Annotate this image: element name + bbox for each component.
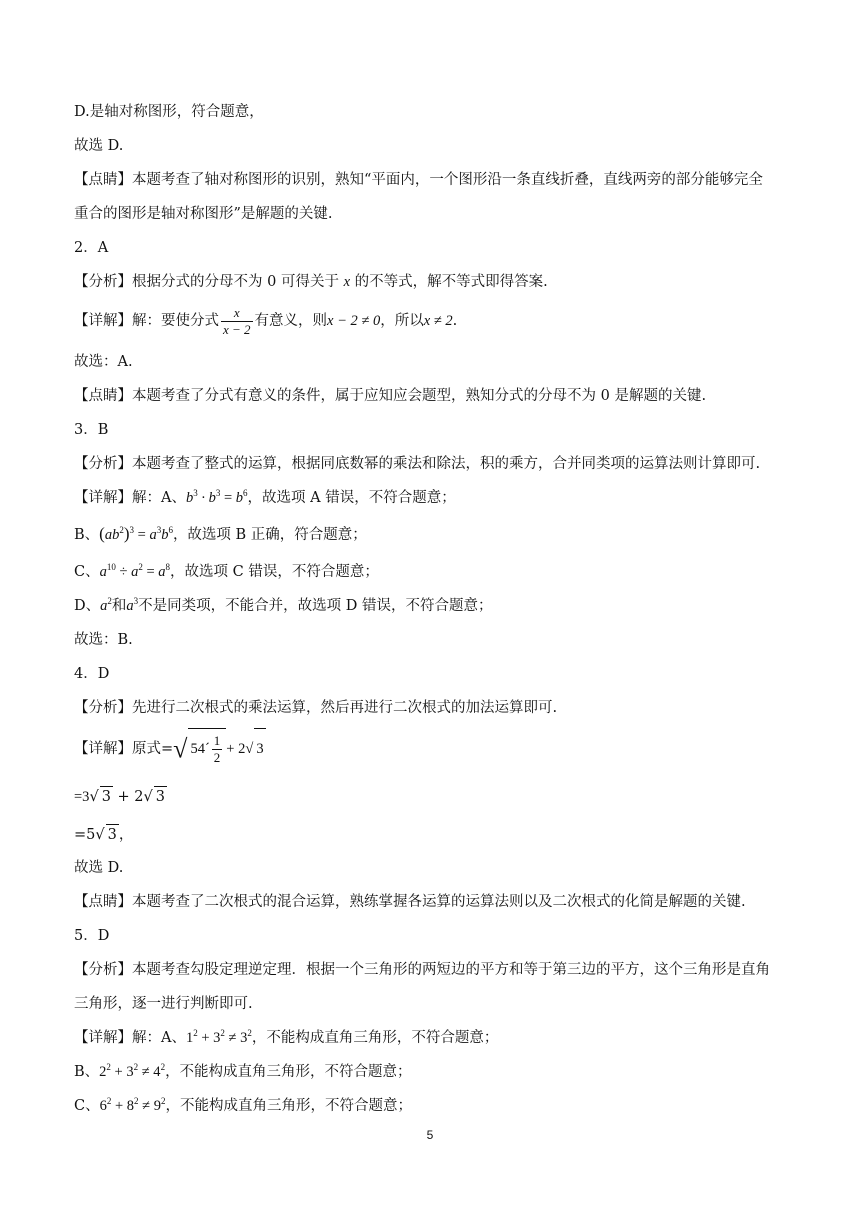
q5-option-b-prefix: B、	[74, 1064, 100, 1080]
q3-option-d-text: 不是同类项，不能合并，故选项 D 错误，不符合题意；	[138, 598, 493, 614]
q2-analysis-line	[74, 272, 548, 292]
q4-step1-tail: + 2	[226, 741, 246, 757]
q2-answer: 2．A	[74, 240, 109, 256]
q3-option-c-text: ，故选项 C 错误，不符合题意；	[170, 564, 379, 580]
q4-step3-line: =5√ 3 ，	[74, 824, 133, 845]
q2-analysis-text-b: 的不等式，解不等式即得答案.	[350, 274, 548, 290]
q5-option-a-prefix: 【详解】解：A、	[74, 1030, 186, 1046]
q5-option-b-text: ，不能构成直角三角形，不符合题意；	[165, 1064, 412, 1080]
q4-step2-b: + 2	[112, 789, 144, 805]
q2-fraction	[221, 305, 253, 338]
q4-half-denominator: 2	[213, 750, 221, 766]
q3-option-a-text: ，故选项 A 错误，不符合题意；	[247, 490, 456, 506]
q4-answer: 4．D	[74, 666, 110, 682]
q1-choose-line: 故选 D.	[74, 138, 124, 154]
q3-option-c-line	[74, 562, 379, 582]
q3-answer: 3．B	[74, 422, 109, 438]
q5-option-c-formula: $6^2 + 8^2 \ne 9^2$	[99, 1096, 166, 1114]
q2-analysis-var: x	[343, 274, 350, 290]
q5-option-c-line	[74, 1096, 412, 1116]
q3-option-c-prefix: C、	[74, 564, 100, 580]
q2-choose-line: 故选：A.	[74, 354, 133, 370]
q5-analysis-line-1: 【分析】本题考查勾股定理逆定理．根据一个三角形的两短边的平方和等于第三边的平方，这个三角形是直角	[74, 962, 770, 978]
q3-choose-line: 故选：B.	[74, 632, 133, 648]
q4-step2-line: =3√ 3 + 2√ 3	[74, 786, 167, 807]
q3-option-b-formula: $(ab^2)^3 = a^3b^6$	[99, 524, 173, 543]
q2-analysis-text-a: 【分析】根据分式的分母不为 0 可得关于	[74, 274, 344, 290]
q4-radicand	[188, 728, 226, 769]
q4-analysis-line: 【分析】先进行二次根式的乘法运算，然后再进行二次根式的加法运算即可.	[74, 700, 558, 716]
q5-option-b-formula: $2^2 + 3^2 \ne 4^2$	[99, 1062, 166, 1080]
q2-detail-text-d: .	[452, 313, 458, 329]
q2-fraction-numerator: x	[221, 305, 253, 322]
q5-option-c-prefix: C、	[74, 1098, 100, 1114]
q2-detail-text-a: 【详解】解：要使分式	[74, 313, 219, 329]
page-number: 5	[426, 1128, 434, 1142]
q3-option-d-mid: 和	[111, 598, 127, 614]
q1-comment-line-1: 【点睛】本题考查了轴对称图形的识别，熟知“平面内，一个图形沿一条直线折叠，直线两旁的部分能够完全	[74, 172, 763, 188]
q4-detail-line	[74, 728, 266, 770]
q2-detail-text-c: ，所以	[380, 313, 424, 329]
q3-option-a-formula: $b^3 \cdot b^3 = b^6$	[185, 488, 248, 506]
q3-option-a-prefix: 【详解】解：A、	[74, 490, 186, 506]
q1-option-d-line: D.是轴对称图形，符合题意，	[74, 104, 264, 120]
q3-option-b-line	[74, 524, 367, 545]
q1-comment-line-2: 重合的图形是轴对称图形”是解题的关键.	[74, 206, 333, 222]
q4-detail-prefix: 【详解】原式=	[74, 741, 174, 757]
q5-option-a-text: ，不能构成直角三角形，不符合题意；	[251, 1030, 499, 1046]
q5-option-a-formula: $1^2 + 3^2 \ne 3^2$	[185, 1028, 252, 1046]
q5-option-c-text: ，不能构成直角三角形，不符合题意；	[165, 1098, 413, 1114]
q4-expression: √ 54´ $\frac{1}{2}$ + 2√ 3	[173, 741, 265, 757]
q2-detail-text-b: 有意义，则	[254, 313, 328, 329]
q3-option-d-prefix: D、	[74, 598, 101, 614]
q4-half-numerator: 1	[213, 733, 221, 749]
q4-radicand-product: 54´	[190, 741, 210, 757]
q2-condition-2: x ≠ 2	[423, 313, 453, 329]
q2-condition-1: x − 2 ≠ 0	[327, 313, 381, 329]
q4-step2-a: =3	[74, 789, 90, 805]
q4-choose-line: 故选 D.	[74, 860, 124, 876]
q4-step3-a: =5	[74, 827, 96, 843]
q5-option-b-line	[74, 1062, 412, 1082]
q2-detail-line	[74, 304, 457, 338]
q3-option-d-line	[74, 596, 492, 616]
q2-comment-line: 【点睛】本题考查了分式有意义的条件，属于应知应会题型，熟知分式的分母不为 0 是解题的关键.	[74, 388, 707, 404]
q3-option-d-term-1: $a^2$	[100, 596, 112, 614]
q5-analysis-line-2: 三角形，逐一进行判断即可.	[74, 996, 253, 1012]
q3-option-b-prefix: B、	[74, 527, 100, 543]
q3-option-d-term-2: $a^3$	[126, 596, 139, 614]
q5-answer: 5．D	[74, 928, 110, 944]
q5-option-a-line	[74, 1028, 498, 1048]
q3-analysis-line: 【分析】本题考查了整式的运算，根据同底数幂的乘法和除法，积的乘方，合并同类项的运算法则计算即可.	[74, 456, 761, 472]
q3-option-a-line	[74, 488, 456, 508]
q4-step3-tail: ，	[118, 827, 134, 843]
q3-option-b-text: ，故选项 B 正确，符合题意；	[172, 527, 367, 543]
q3-option-c-formula: $a^{10} \div a^2 = a^8$	[99, 562, 171, 580]
q4-comment-line: 【点睛】本题考查了二次根式的混合运算，熟练掌握各运算的运算法则以及二次根式的化简是解题的关键.	[74, 894, 746, 910]
q2-fraction-denominator: x − 2	[223, 321, 251, 337]
